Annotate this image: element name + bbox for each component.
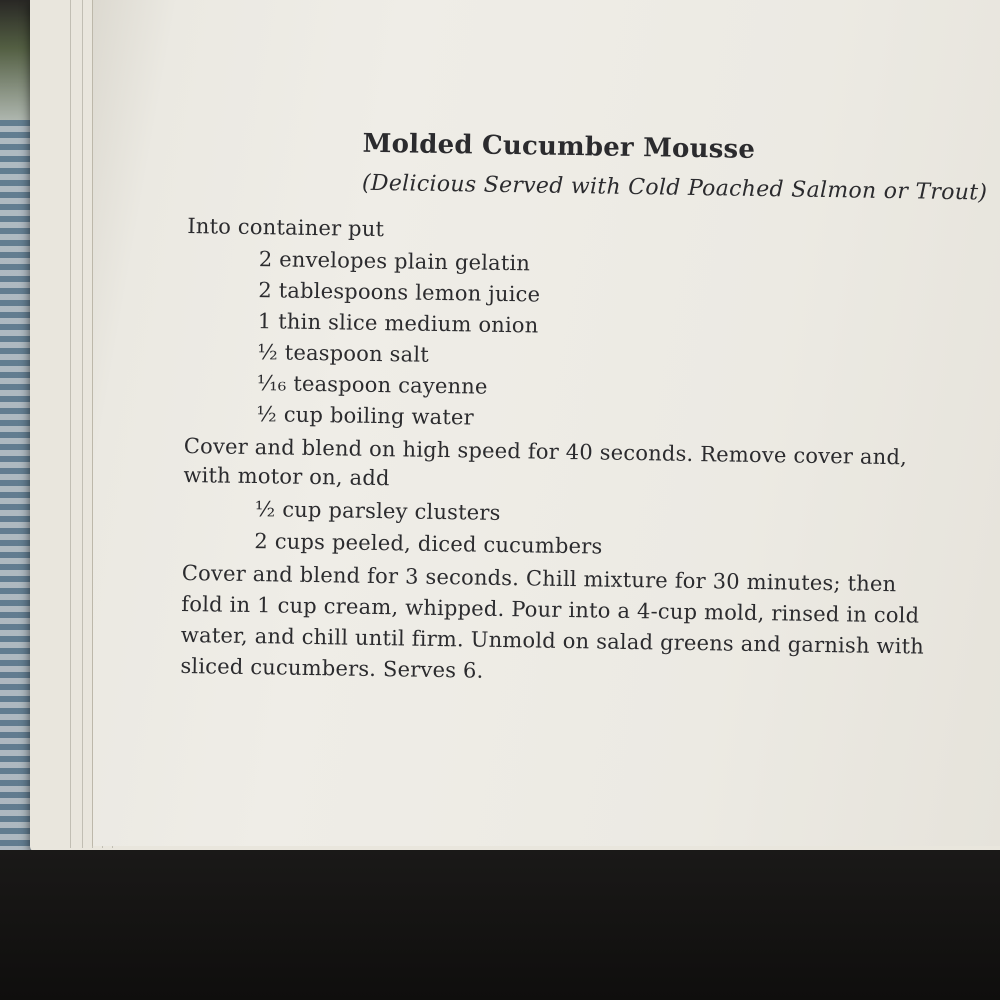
instruction-line: sliced cucumbers. Serves 6. xyxy=(180,653,484,683)
book-page xyxy=(92,0,1000,846)
recipe-intro: Into container put xyxy=(187,213,385,242)
ingredient-line: ½ cup boiling water xyxy=(256,402,475,430)
instruction-line: Cover and blend for 3 seconds. Chill mixture for 30 minutes; then xyxy=(181,560,897,597)
recipe-subtitle: (Delicious Served with Cold Poached Salmon or Trout) xyxy=(361,170,988,206)
ingredient-line: ¹⁄₁₆ teaspoon cayenne xyxy=(256,371,488,399)
instruction-line: with motor on, add xyxy=(183,462,390,491)
page-edge-line xyxy=(82,0,83,848)
recipe-title: Molded Cucumber Mousse xyxy=(362,128,756,165)
ingredient-line: ½ cup parsley clusters xyxy=(254,497,501,525)
ingredient-line: ½ teaspoon salt xyxy=(257,340,430,367)
page-edge-line xyxy=(70,0,71,848)
ingredient-line: 2 cups peeled, diced cucumbers xyxy=(254,529,603,559)
dark-background xyxy=(0,850,1000,1000)
ingredient-line: 1 thin slice medium onion xyxy=(257,309,539,338)
instruction-line: water, and chill until firm. Unmold on salad greens and garnish with xyxy=(180,622,925,659)
instruction-line: fold in 1 cup cream, whipped. Pour into a 4-cup mold, rinsed in cold xyxy=(181,591,920,628)
recipe-block xyxy=(180,120,988,683)
ingredient-line: 2 envelopes plain gelatin xyxy=(258,247,531,276)
instruction-line: Cover and blend on high speed for 40 seconds. Remove cover and, xyxy=(183,433,908,470)
ingredient-line: 2 tablespoons lemon juice xyxy=(258,278,541,307)
